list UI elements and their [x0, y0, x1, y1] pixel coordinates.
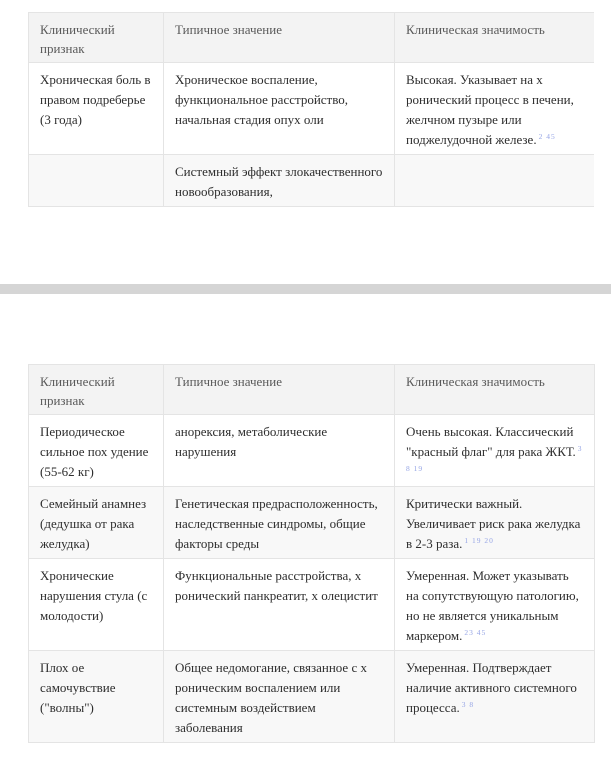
cell-typical-value — [164, 63, 395, 155]
table-row — [29, 651, 595, 743]
cell-text: анорексия, метаболические нарушения — [175, 424, 328, 459]
cell-typical-value — [164, 415, 395, 487]
clinical-table-1-clipped-region — [28, 12, 594, 207]
cell-text: Системный эффект злокачественного новообразования, — [175, 164, 383, 199]
cell-typical-value — [164, 559, 395, 651]
cell-clinical-sign — [29, 63, 164, 155]
cell-text: Умеренная. Может указывать на сопутствующую патологию, но не является уникальным маркером. — [406, 568, 579, 643]
cell-clinical-sign — [29, 651, 164, 743]
cell-text: Функциональные расстройства, х ронический панкреатит, х олецистит — [175, 568, 378, 603]
table-row — [29, 559, 595, 651]
cell-text: Очень высокая. Классический "красный флаг" для рака ЖКТ. — [406, 424, 576, 459]
column-header-clinical-sign: Клинический признак — [29, 365, 164, 415]
cell-text: Умеренная. Подтверждает наличие активного системного процесса. — [406, 660, 577, 715]
table-header-row — [29, 365, 595, 415]
clinical-table-1 — [28, 12, 594, 207]
column-header-clinical-significance: Клиническая значимость — [395, 13, 595, 63]
page-break-band — [0, 284, 611, 294]
table-row — [29, 155, 595, 207]
table-row — [29, 487, 595, 559]
cell-text: Критически важный. Увеличивает риск рака желудка в 2-3 раза. — [406, 496, 581, 551]
citation-reference[interactable]: 3 8 — [461, 699, 475, 709]
cell-text: Хроническая боль в правом подреберье (3 года) — [40, 72, 151, 127]
cell-text: Плох ое самочувствие ("волны") — [40, 660, 116, 715]
citation-reference[interactable]: 2 45 — [538, 131, 556, 141]
clinical-table-2 — [28, 364, 595, 743]
document-page-2 — [0, 294, 611, 743]
cell-text: Семейный анамнез (дедушка от рака желудка) — [40, 496, 147, 551]
cell-clinical-sign — [29, 155, 164, 207]
cell-clinical-significance — [395, 651, 595, 743]
cell-text: Генетическая предрасположенность, наследственные синдромы, общие факторы среды — [175, 496, 378, 551]
document-page-1 — [0, 12, 611, 284]
column-header-clinical-significance: Клиническая значимость — [395, 365, 595, 415]
cell-text: Высокая. Указывает на х ронический процесс в печени, желчном пузыре или поджелудочной железе. — [406, 72, 574, 147]
cell-clinical-sign — [29, 415, 164, 487]
citation-reference[interactable]: 23 45 — [464, 627, 487, 637]
column-header-typical-value: Типичное значение — [164, 13, 395, 63]
cell-typical-value — [164, 487, 395, 559]
cell-clinical-sign — [29, 559, 164, 651]
citation-reference[interactable]: 3 8 19 — [406, 443, 583, 473]
cell-text: Периодическое сильное пох удение (55-62 кг) — [40, 424, 149, 479]
cell-typical-value — [164, 155, 395, 207]
cell-text: Хронические нарушения стула (с молодости) — [40, 568, 148, 623]
column-header-typical-value: Типичное значение — [164, 365, 395, 415]
cell-typical-value — [164, 651, 395, 743]
cell-clinical-significance — [395, 415, 595, 487]
cell-clinical-significance — [395, 63, 595, 155]
table-header-row — [29, 13, 595, 63]
cell-text: Общее недомогание, связанное с х роническим воспалением или системным воздействием заболевания — [175, 660, 367, 735]
citation-reference[interactable]: 1 19 20 — [464, 535, 494, 545]
cell-clinical-significance — [395, 559, 595, 651]
table-row — [29, 415, 595, 487]
column-header-clinical-sign: Клинический признак — [29, 13, 164, 63]
table-row — [29, 63, 595, 155]
cell-clinical-sign — [29, 487, 164, 559]
cell-text: Хроническое воспаление, функциональное расстройство, начальная стадия опух оли — [175, 72, 349, 127]
cell-clinical-significance — [395, 487, 595, 559]
cell-clinical-significance — [395, 155, 595, 207]
